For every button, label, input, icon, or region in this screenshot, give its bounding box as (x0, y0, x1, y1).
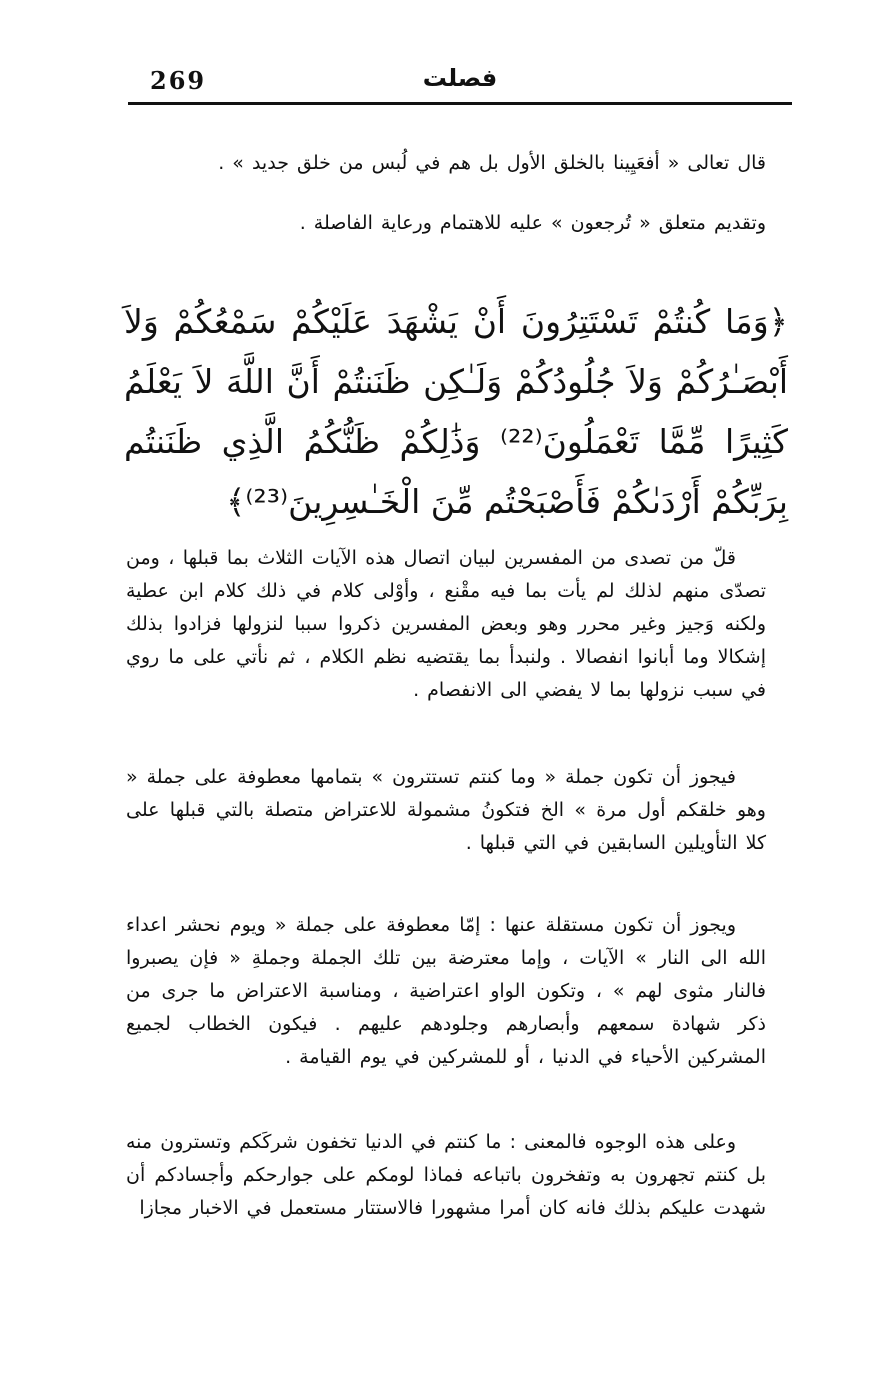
header-rule (128, 102, 792, 105)
page-number: 269 (150, 66, 207, 95)
running-title: فصلت (422, 64, 498, 92)
paragraph-text: فيجوز أن تكون جملة « وما كنتم تستترون » بتمامها معطوفة على جملة « وهو خلقكم أول مرة » الخ فتكونُ مشمولة للاعتراض متصلة بالتي قبلها على كلا التأويلين السابقين في التي قبلها . (126, 766, 766, 854)
quran-verse: ﴿وَمَا كُنتُمْ تَسْتَتِرُونَ أَنْ يَشْهَدَ عَلَيْكُمْ سَمْعُكُمْ وَلاَ أَبْصَـٰرُكُمْ وَلاَ جُلُودُكُمْ وَلَـٰكِن ظَنَنتُمْ أَنَّ اللَّهَ لاَ يَعْلَمُ كَثِيرًا مِّمَّا تَعْمَلُونَ⁽²²⁾ وَذَٰلِكُمْ ظَنُّكُمُ الَّذِي ظَنَنتُم بِرَبِّكُمْ أَرْدَىٰكُمْ فَأَصْبَحْتُم مِّنَ الْخَـٰسِرِينَ⁽²³⁾﴾ (124, 302, 788, 521)
page-header (128, 66, 792, 106)
intro-line-2: وتقديم متعلق « تُرجعون » عليه للاهتمام ورعاية الفاصلة . (299, 212, 766, 234)
paragraph-text: وعلى هذه الوجوه فالمعنى : ما كنتم في الدنيا تخفون شركَكم وتسترون منه بل كنتم تجهرون به وتفخرون باتباعه فماذا لومكم على جوارحكم وأجسادكم أن شهدت عليكم بذلك فانه كان أمرا مشهورا فالاستتار مستعمل في الاخبار مجازا (126, 1131, 766, 1219)
paragraph-text: ويجوز أن تكون مستقلة عنها : إمّا معطوفة على جملة « ويوم نحشر اعداء الله الى النار » الآيات ، وإما معترضة بين تلك الجملة وجملةِ « فإن يصبروا فالنار مثوى لهم » ، وتكون الواو اعتراضية ، ومناسبة الاعتراض ما جرى من ذكر شهادة سمعهم وأبصارهم وجلودهم عليهم . فيكون الخطاب لجميع المشركين الأحياء في الدنيا ، أو للمشركين في يوم القيامة . (126, 914, 766, 1068)
commentary-paragraph-2 (126, 761, 766, 860)
commentary-paragraph-3 (126, 909, 766, 1074)
commentary-paragraph-4 (126, 1126, 766, 1225)
intro-line-1: قال تعالى « أفعَيِينا بالخلق الأول بل هم في لُبس من خلق جديد » . (218, 152, 766, 174)
commentary-paragraph-1 (126, 542, 766, 707)
paragraph-text: قلّ من تصدى من المفسرين لبيان اتصال هذه الآيات الثلاث بما قبلها ، ومن تصدّى منهم لذلك لم يأت بما فيه مقْنع ، وأوْلى كلام في ذلك كلام ابن عطية ولكنه وَجيز وغير محرر وهو وبعض المفسرين ذكروا سببا لنزولها فزادوا بذلك إشكالا وما أبانوا انفصالا . ولنبدأ بما يقتضيه نظم الكلام ، ثم نأتي على ما روي في سبب نزولها بما لا يفضي الى الانفصام . (126, 547, 766, 701)
